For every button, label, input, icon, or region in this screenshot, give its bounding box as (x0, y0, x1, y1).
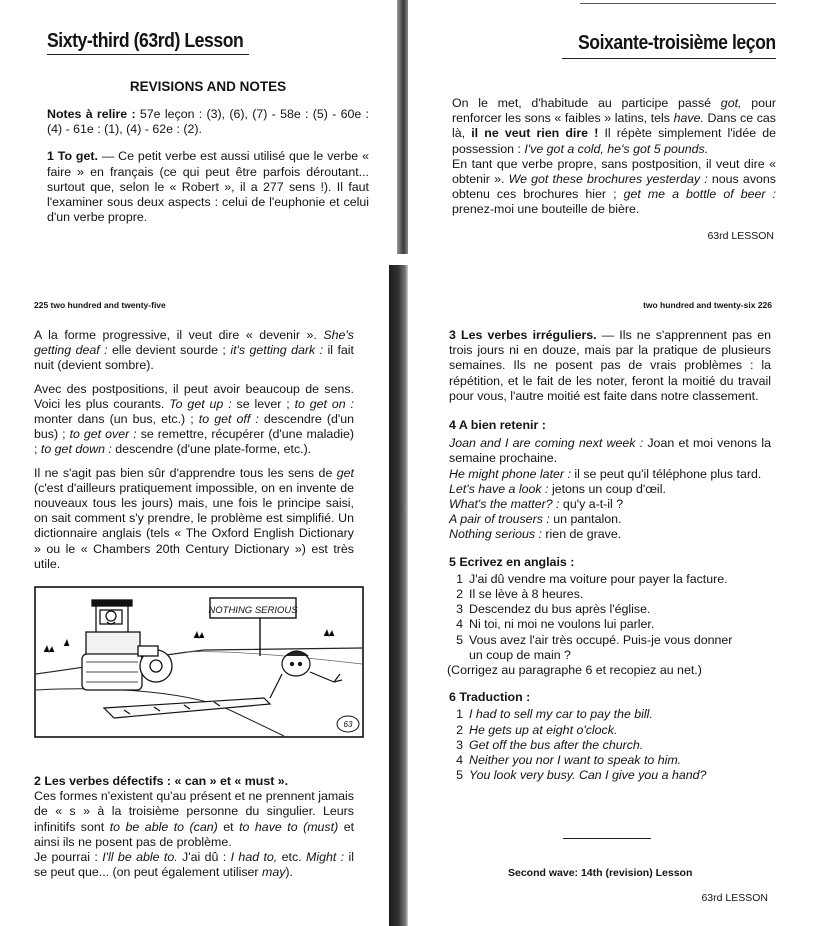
dictionary-paragraph: Il ne s'agit pas bien sûr d'apprendre tous les sens de get (c'est d'ailleurs pratiquement impossible, on en invente de nouveaux tous les jours) mais, une fois le principe saisi, on sait comment s'y prendre, le problème est simplifié. Un dictionnaire anglais (tels « The Oxford English Dictionary » ou le « Chambers 20th Century Dictionary ») est très utile. (34, 465, 354, 571)
steamroller (82, 600, 172, 690)
exercise-item: 2 Il se lève à 8 heures. (456, 587, 584, 602)
page-number-left: 225 two hundred and twenty-five (34, 300, 166, 310)
get-euphony-paragraph: On le met, d'habitude au participe passé got, pour renforcer les sons « faibles » latins, tels have. Dans ce cas là, il ne veut rien dire ! Il répète simplement l'idée de possession : I've got a cold, he's got 5 pounds. (452, 96, 777, 156)
retain-item: Joan and I are coming next week : Joan et moi venons la semaine prochaine. (449, 436, 771, 466)
signature-text: 63 (343, 720, 353, 729)
exercise-item: 4 Ni toi, ni moi ne voulons lui parler. (456, 617, 655, 632)
title-underline-left (47, 54, 249, 55)
section-2 (34, 774, 354, 880)
exercise-item-continuation: un coup de main ? (469, 647, 571, 662)
second-wave-note: Second wave: 14th (revision) Lesson (508, 867, 693, 879)
translation-item: 5 You look very busy. Can I give you a hand? (456, 768, 707, 783)
title-underline-right (562, 58, 776, 59)
section-2-text: Ces formes n'existent qu'au présent et ne prennent jamais de « s » à la troisième personne du singulier. Leurs infinitifs sont to be able to (can) et to have to (must) et ainsi ils ne posent pas de problème. (34, 789, 355, 849)
roadside-sign (208, 598, 298, 656)
retain-item: Let's have a look : jetons un coup d'œil. (449, 481, 666, 496)
translation-item: 4 Neither you nor I want to speak to him. (456, 753, 682, 768)
retain-item: Nothing serious : rien de grave. (449, 527, 622, 542)
section-3-paragraph: 3 Les verbes irréguliers. — Ils ne s'apprennent pas en trois jours ni en douze, mais par la pratique de plusieurs semaines. Ils ne posent pas de vrais problèmes : la répétition, et le fait de les noter, feront la moitié du travail pour vous, l'autre moitié est faite dans notre classement. (449, 328, 771, 403)
top-footer: 63rd LESSON (707, 230, 774, 242)
top-edge-rule (580, 3, 776, 4)
lesson-title-fr: Soixante-troisième leçon (578, 32, 776, 54)
section-heading: REVISIONS AND NOTES (129, 79, 287, 94)
notes-paragraph: Notes à relire : 57e leçon : (3), (6), (7) - 58e : (5) - 60e : (4) - 61e : (1), (4) - 62e : (2). (47, 107, 369, 137)
steamroller-cartoon (34, 586, 364, 738)
notes-block (47, 107, 369, 233)
retain-item: He might phone later : il se peut qu'il téléphone plus tard. (449, 466, 762, 481)
bottom-footer: 63rd LESSON (701, 892, 768, 904)
section-5-list (449, 572, 771, 663)
get-explanation (452, 96, 776, 218)
translation-item: 3 Get off the bus after the church. (456, 737, 644, 752)
section-6-list (449, 707, 771, 783)
closing-rule (563, 838, 651, 839)
section-2-heading: 2 Les verbes défectifs : « can » et « must ». (34, 774, 289, 788)
section-5-note: (Corrigez au paragraphe 6 et recopiez au net.) (447, 663, 702, 678)
section-6-heading: 6 Traduction : (449, 690, 531, 705)
retain-item: A pair of trousers : un pantalon. (449, 512, 622, 527)
get-senses-text (34, 328, 354, 580)
lesson-title-en: Sixty-third (63rd) Lesson (47, 30, 244, 52)
sign-text: NOTHING SERIOUS (208, 605, 298, 616)
page-number-right: two hundred and twenty-six 226 (643, 300, 772, 310)
exercise-item: 1 J'ai dû vendre ma voiture pour payer la facture. (456, 571, 728, 586)
section-1-paragraph: 1 To get. — Ce petit verbe est aussi utilisé que le verbe « faire » en français (ce qui peut être parfois déroutant... surtout que, selon le « Robert », il a 277 sens !). Il faut l'examiner sous deux aspects : celui de l'euphonie et celui d'un verbe propre. (47, 149, 369, 225)
exercise-item: 3 Descendez du bus après l'église. (456, 602, 651, 617)
section-5-heading: 5 Ecrivez en anglais : (449, 554, 575, 569)
section-4-list (449, 436, 771, 542)
exercise-item: 5 Vous avez l'air très occupé. Puis-je vous donner (456, 632, 733, 647)
postpositions-paragraph: Avec des postpositions, il peut avoir beaucoup de sens. Voici les plus courants. To get up : se lever ; to get on : monter dans (un bus, etc.) ; to get off : descendre (d'un bus) ; to get over : se remettre, récupérer (d'une maladie) ; to get down : descendre (d'une plate-forme, etc.). (34, 381, 354, 457)
top-gutter (397, 0, 408, 254)
bottom-gutter (389, 265, 408, 926)
section-4-heading: 4 A bien retenir : (449, 418, 546, 433)
translation-item: 1 I had to sell my car to pay the bill. (456, 707, 653, 722)
progressive-paragraph: A la forme progressive, il veut dire « devenir ». She's getting deaf : elle devient sourde ; it's getting dark : il fait nuit (devient sombre). (34, 328, 354, 373)
retain-item: What's the matter? : qu'y a-t-il ? (449, 497, 624, 512)
right-page-body (449, 328, 771, 783)
translation-item: 2 He gets up at eight o'clock. (456, 722, 618, 737)
section-2-examples: Je pourrai : I'll be able to. J'ai dû : I had to, etc. Might : il se peut que... (on peut également utiliser may). (34, 850, 355, 880)
get-proper-verb-paragraph: En tant que verbe propre, sans postposition, il veut dire « obtenir ». We got these brochures yesterday : nous avons obtenu ces brochures hier ; get me a bottle of beer : prenez-moi une bouteille de bière. (452, 156, 776, 217)
